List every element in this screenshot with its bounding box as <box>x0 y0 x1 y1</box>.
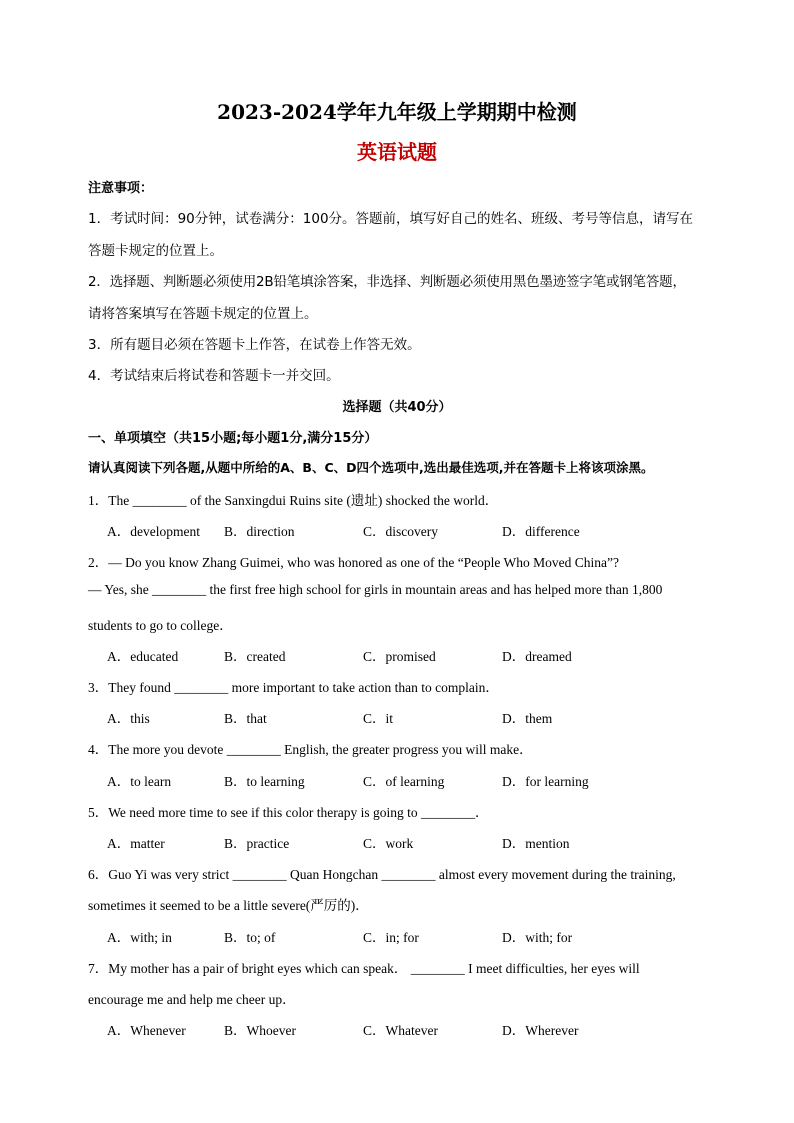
question-4-stem: 4．The more you devote ________ English, the greater progress you will make． <box>88 742 533 757</box>
question-1-option-a: A．development <box>107 524 200 539</box>
question-1-option-b: B．direction <box>224 524 295 539</box>
question-2-option-b: B．created <box>224 649 286 664</box>
question-2-stem: 2．— Do you know Zhang Guimei, who was honored as one of the “People Who Moved China”? <box>88 555 620 570</box>
question-2-option-a: A．educated <box>107 649 179 664</box>
question-3-option-b: B．that <box>224 711 267 726</box>
question-6-option-d: D．with; for <box>502 930 573 945</box>
question-1-option-d: D．difference <box>502 524 580 539</box>
question-4-option-d: D．for learning <box>502 774 589 789</box>
question-6-stem: sometimes it seemed to be a little severe(严厉的)． <box>88 898 369 913</box>
notes-heading: 注意事项： <box>88 181 154 196</box>
question-6-option-a: A．with; in <box>107 930 172 945</box>
question-6-option-c: C．in; for <box>363 930 419 945</box>
question-7-stem: encourage me and help me cheer up． <box>88 992 296 1007</box>
notes-line: 答题卡规定的位置上。 <box>88 243 223 259</box>
question-3-option-a: A．this <box>107 711 150 726</box>
question-3-stem: 3．They found ________ more important to take action than to complain． <box>88 680 499 695</box>
section-title: 选择题（共40分） <box>342 400 452 415</box>
question-5-option-b: B．practice <box>224 836 290 851</box>
question-2-stem: — Yes, she ________ the first free high school for girls in mountain areas and has helped more than 1,800 <box>88 582 663 597</box>
question-5-option-d: D．mention <box>502 836 570 851</box>
question-5-option-a: A．matter <box>107 836 165 851</box>
question-3-option-c: C．it <box>363 711 394 726</box>
part-title: 一、单项填空（共15小题;每小题1分,满分15分） <box>88 431 378 446</box>
question-7-option-c: C．Whatever <box>363 1023 438 1038</box>
question-7-stem: 7．My mother has a pair of bright eyes which can speak． ________ I meet difficulties, her eyes will <box>88 961 640 976</box>
notes-line: 2．选择题、判断题必须使用2B铅笔填涂答案，非选择、判断题必须使用黑色墨迹签字笔或钢笔答题， <box>88 274 686 290</box>
exam-subtitle: 英语试题 <box>357 140 437 164</box>
question-7-option-b: B．Whoever <box>224 1023 296 1038</box>
question-6-option-b: B．to; of <box>224 930 276 945</box>
question-5-stem: 5．We need more time to see if this color therapy is going to ________． <box>88 805 489 820</box>
question-2-option-c: C．promised <box>363 649 436 664</box>
question-7-option-d: D．Wherever <box>502 1023 579 1038</box>
notes-line: 3．所有题目必须在答题卡上作答，在试卷上作答无效。 <box>88 337 421 353</box>
question-5-option-c: C．work <box>363 836 414 851</box>
question-1-option-c: C．discovery <box>363 524 438 539</box>
question-4-option-c: C．of learning <box>363 774 445 789</box>
part-instructions: 请认真阅读下列各题,从题中所给的A、B、C、D四个选项中,选出最佳选项,并在答题卡上将该项涂黑。 <box>88 460 654 475</box>
question-2-stem: students to go to college． <box>88 618 233 633</box>
exam-title: 2023-2024学年九年级上学期期中检测 <box>217 100 577 124</box>
question-7-option-a: A．Whenever <box>107 1023 186 1038</box>
question-6-stem: 6．Guo Yi was very strict ________ Quan Hongchan ________ almost every movement during the training, <box>88 867 676 882</box>
question-3-option-d: D．them <box>502 711 553 726</box>
question-2-option-d: D．dreamed <box>502 649 572 664</box>
question-4-option-b: B．to learning <box>224 774 305 789</box>
notes-line: 请将答案填写在答题卡规定的位置上。 <box>88 306 318 322</box>
question-4-option-a: A．to learn <box>107 774 172 789</box>
question-1-stem: 1．The ________ of the Sanxingdui Ruins site (遗址) shocked the world． <box>88 493 499 508</box>
notes-line: 4．考试结束后将试卷和答题卡一并交回。 <box>88 368 340 384</box>
notes-line: 1．考试时间：90分钟，试卷满分：100分。答题前，填写好自己的姓名、班级、考号等信息，请写在 <box>88 211 694 227</box>
